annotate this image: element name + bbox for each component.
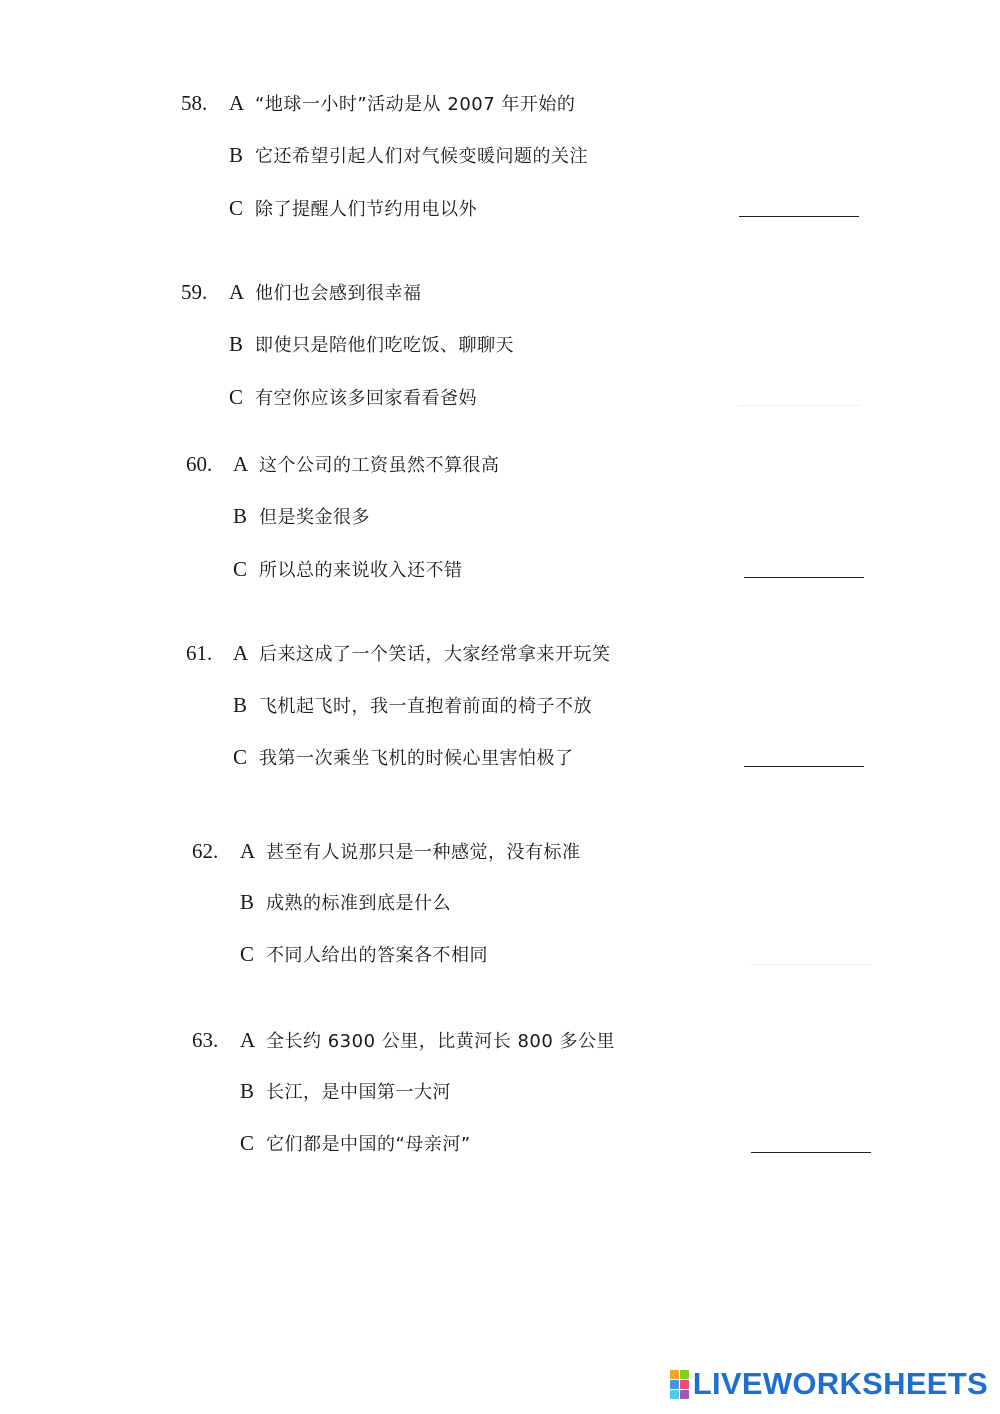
- option-text: 除了提醒人们节约用电以外: [255, 199, 477, 220]
- logo-text: LIVEWORKSHEETS: [692, 1366, 988, 1401]
- option-text: 后来这成了一个笑话，大家经常拿来开玩笑: [259, 644, 611, 665]
- answer-blank-60[interactable]: [744, 577, 864, 578]
- option-b: [233, 501, 370, 531]
- option-letter: B: [233, 504, 248, 528]
- option-c: [240, 939, 488, 969]
- option-c: [240, 1128, 471, 1158]
- option-text: 它们都是中国的“母亲河”: [266, 1134, 471, 1155]
- answer-blank-61[interactable]: [744, 766, 864, 767]
- option-letter: B: [229, 143, 244, 167]
- option-c: [229, 382, 477, 412]
- option-text: 我第一次乘坐飞机的时候心里害怕极了: [259, 748, 574, 769]
- option-letter: C: [229, 196, 244, 220]
- option-letter: A: [240, 1028, 256, 1052]
- answer-blank-58[interactable]: [739, 216, 859, 217]
- option-letter: B: [229, 332, 244, 356]
- option-letter: A: [240, 839, 256, 863]
- option-letter: A: [229, 280, 245, 304]
- option-letter: A: [233, 452, 249, 476]
- option-letter: A: [229, 91, 245, 115]
- option-letter: C: [233, 557, 248, 581]
- option-a: [240, 1025, 615, 1055]
- option-b: [229, 140, 588, 170]
- option-b: [240, 1076, 451, 1106]
- option-text: 它还希望引起人们对气候变暖问题的关注: [255, 146, 588, 167]
- option-b: [233, 690, 592, 720]
- option-a: [229, 277, 422, 307]
- question-number: 59.: [181, 280, 208, 304]
- option-a: [240, 836, 581, 866]
- option-text: “地球一小时”活动是从 2007 年开始的: [255, 94, 576, 115]
- option-letter: C: [240, 1131, 255, 1155]
- option-c: [229, 193, 477, 223]
- option-text: 但是奖金很多: [259, 507, 370, 528]
- question-number: 62.: [192, 839, 219, 863]
- question-number: 63.: [192, 1028, 219, 1052]
- option-text: 这个公司的工资虽然不算很高: [259, 455, 500, 476]
- option-c: [233, 554, 463, 584]
- option-text: 不同人给出的答案各不相同: [266, 945, 488, 966]
- answer-blank-59[interactable]: [739, 405, 859, 406]
- option-text: 长江，是中国第一大河: [266, 1082, 451, 1103]
- option-text: 有空你应该多回家看看爸妈: [255, 388, 477, 409]
- option-text: 所以总的来说收入还不错: [259, 560, 463, 581]
- option-letter: C: [240, 942, 255, 966]
- answer-blank-62[interactable]: [751, 964, 871, 965]
- liveworksheets-logo: [670, 1366, 988, 1402]
- option-letter: C: [233, 745, 248, 769]
- option-a: [233, 638, 611, 668]
- option-text: 飞机起飞时，我一直抱着前面的椅子不放: [259, 696, 592, 717]
- question-number: 60.: [186, 452, 213, 476]
- option-a: [233, 449, 500, 479]
- answer-blank-63[interactable]: [751, 1152, 871, 1153]
- option-b: [240, 887, 451, 917]
- option-letter: B: [240, 890, 255, 914]
- option-letter: B: [240, 1079, 255, 1103]
- option-text: 他们也会感到很幸福: [255, 283, 422, 304]
- option-b: [229, 329, 514, 359]
- option-c: [233, 742, 574, 772]
- question-number: 58.: [181, 91, 208, 115]
- option-letter: A: [233, 641, 249, 665]
- option-text: 成熟的标准到底是什么: [266, 893, 451, 914]
- logo-blocks-icon: [670, 1370, 689, 1399]
- option-text: 甚至有人说那只是一种感觉，没有标准: [266, 842, 581, 863]
- option-letter: B: [233, 693, 248, 717]
- option-text: 即使只是陪他们吃吃饭、聊聊天: [255, 335, 514, 356]
- option-a: [229, 88, 575, 118]
- question-number: 61.: [186, 641, 213, 665]
- option-text: 全长约 6300 公里，比黄河长 800 多公里: [266, 1031, 616, 1052]
- option-letter: C: [229, 385, 244, 409]
